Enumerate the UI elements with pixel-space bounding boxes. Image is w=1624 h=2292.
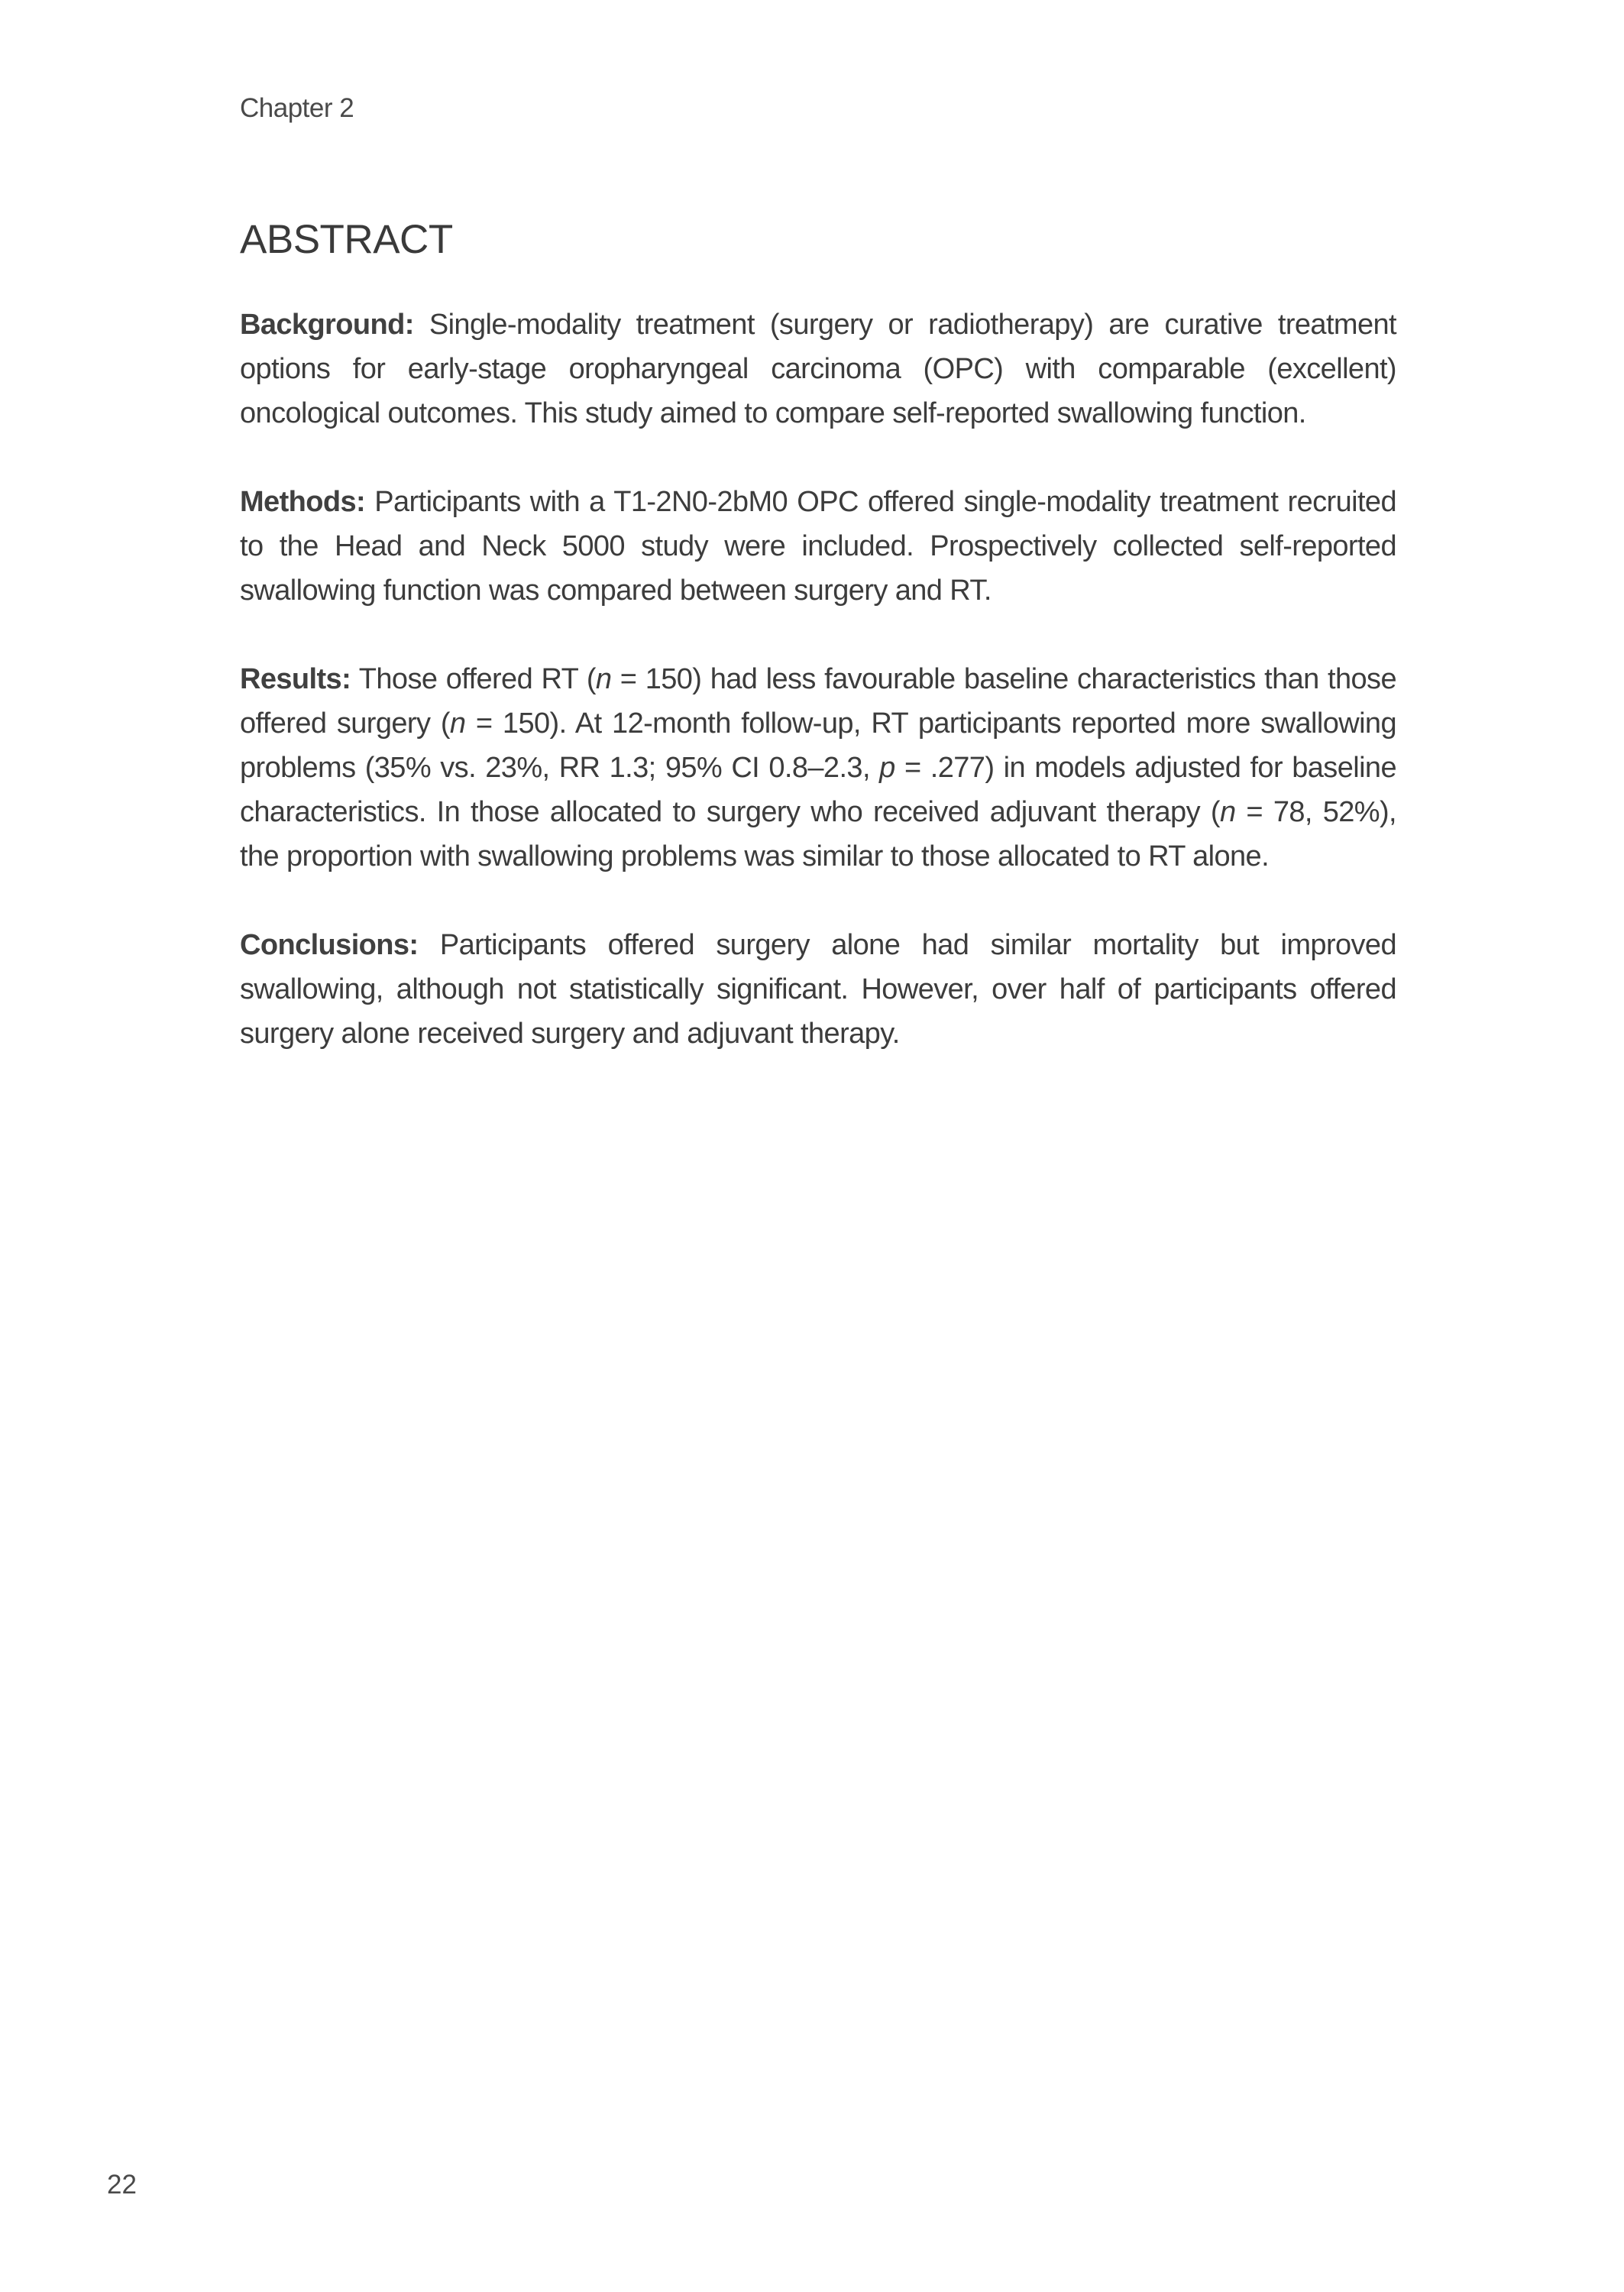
results-paragraph [240, 657, 1396, 879]
conclusions-label: Conclusions: [240, 928, 419, 961]
results-text-2: = 150) had less favourable baseline characteristics than those offered surgery ( [240, 662, 1396, 740]
conclusions-text: Participants offered surgery alone had similar mortality but improved swallowing, although not statistically significant. However, over half of participants offered surgery alone received surgery and adjuvant therapy. [240, 928, 1396, 1050]
conclusions-paragraph [240, 923, 1396, 1056]
running-head: Chapter 2 [240, 93, 354, 123]
methods-label: Methods: [240, 485, 366, 518]
background-paragraph [240, 303, 1396, 435]
background-label: Background: [240, 308, 414, 341]
methods-paragraph [240, 480, 1396, 613]
background-text: Single-modality treatment (surgery or radiotherapy) are curative treatment options for early-stage oropharyngeal carcinoma (OPC) with comparable (excellent) oncological outcomes. This study aimed to compare self-reported swallowing function. [240, 308, 1396, 429]
results-text-4: = .277) in models adjusted for baseline characteristics. In those allocated to surgery who received adjuvant therapy ( [240, 751, 1396, 828]
results-text-5: = 78, 52%), the proportion with swallowing problems was similar to those allocated to RT alone. [240, 795, 1396, 872]
results-label: Results: [240, 662, 351, 695]
results-n-symbol-2: n [449, 707, 466, 740]
results-p-symbol: p [879, 751, 895, 784]
page-number: 22 [107, 2170, 137, 2200]
results-n-symbol-3: n [1219, 795, 1236, 828]
methods-text: Participants with a T1-2N0-2bM0 OPC offered single-modality treatment recruited to the Head and Neck 5000 study were included. Prospectively collected self-reported swallowing function was compared between surgery and RT. [240, 485, 1396, 607]
abstract-section [240, 215, 1396, 1100]
results-text-1: Those offered RT ( [358, 662, 596, 695]
abstract-title: ABSTRACT [240, 217, 453, 262]
results-text-3: = 150). At 12-month follow-up, RT participants reported more swallowing problems (35% vs. 23%, RR 1.3; 95% CI 0.8–2.3, [240, 707, 1396, 784]
results-n-symbol-1: n [595, 662, 612, 695]
